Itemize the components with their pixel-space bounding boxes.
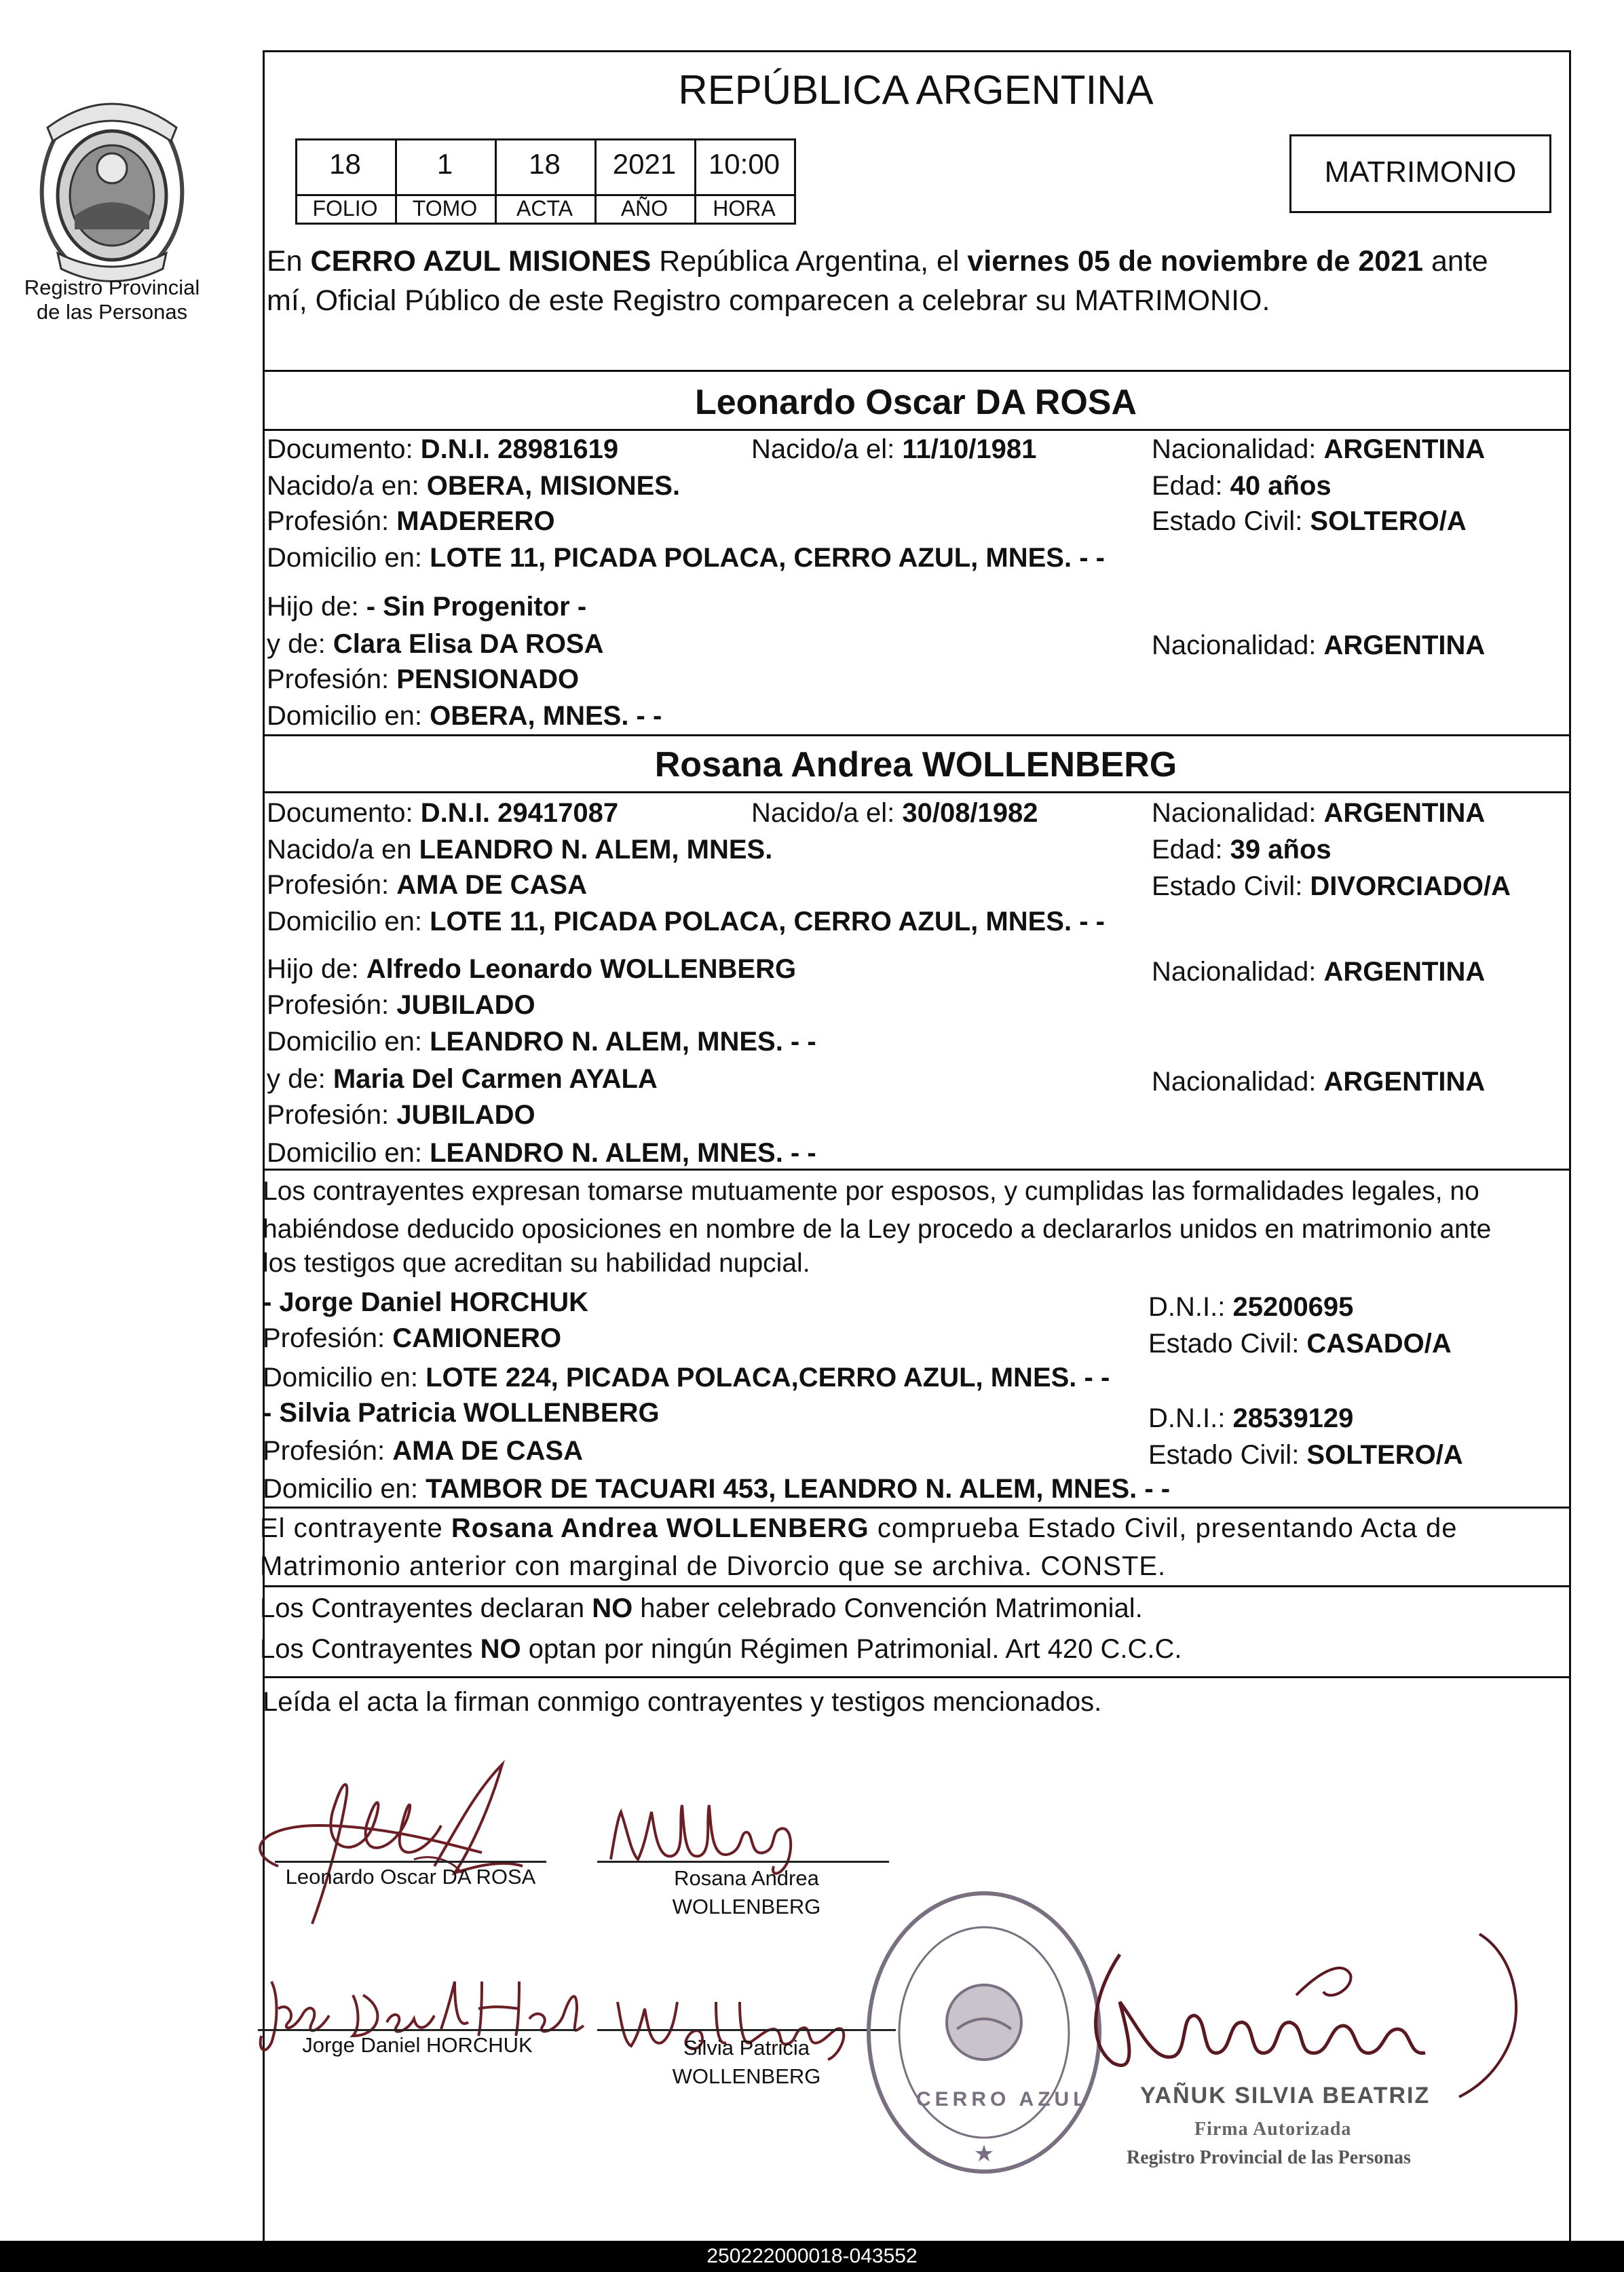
signature-name-3: Jorge Daniel HORCHUK	[302, 2033, 533, 2057]
divider	[263, 734, 1569, 736]
spouse1-civil-status: Estado Civil: SOLTERO/A	[1152, 506, 1467, 536]
signature-official	[1038, 1927, 1568, 2104]
divider	[263, 370, 1569, 372]
spouse2-parent1-address: Domicilio en: LEANDRO N. ALEM, MNES. - -	[267, 1027, 816, 1057]
regime-statement: Los Contrayentes NO optan por ningún Régimen Patrimonial. Art 420 C.C.C.	[260, 1634, 1182, 1664]
acta-value: 18	[529, 148, 561, 180]
closing-statement: Leída el acta la firman conmigo contrayentes y testigos mencionados.	[263, 1687, 1102, 1717]
spouse1-document: Documento: D.N.I. 28981619	[267, 434, 619, 464]
spouse1-parent1: Hijo de: - Sin Progenitor -	[267, 592, 587, 622]
divider	[263, 791, 1569, 793]
witness1-civil-status: Estado Civil: CASADO/A	[1148, 1329, 1452, 1359]
divider	[263, 1585, 1569, 1587]
province-seal-icon	[20, 87, 204, 290]
record-table	[295, 138, 794, 223]
spouse1-parent2: y de: Clara Elisa DA ROSA	[267, 629, 604, 659]
signature-name-2-line1: Rosana Andrea	[674, 1866, 819, 1890]
spouse1-age: Edad: 40 años	[1152, 471, 1332, 501]
official-name: YAÑUK SILVIA BEATRIZ	[1140, 2083, 1431, 2108]
signature-name-1: Leonardo Oscar DA ROSA	[285, 1865, 536, 1889]
declaration-line1: Los contrayentes expresan tomarse mutuamente por esposos, y cumplidas las formalidades legales, no	[263, 1177, 1479, 1206]
folio-value: 18	[329, 148, 361, 180]
official-organization: Registro Provincial de las Personas	[1127, 2147, 1411, 2168]
divider	[263, 1507, 1569, 1509]
spouse2-birth-place: Nacido/a en LEANDRO N. ALEM, MNES.	[267, 835, 773, 865]
signature-name-2-line2: WOLLENBERG	[672, 1895, 821, 1918]
hora-label: HORA	[713, 196, 776, 221]
witness1-profession: Profesión: CAMIONERO	[263, 1323, 562, 1353]
spouse2-parent1-profession: Profesión: JUBILADO	[267, 990, 535, 1020]
registry-logo	[20, 87, 204, 331]
spouse2-birth-date: Nacido/a el: 30/08/1982	[751, 798, 1038, 828]
signature-name-4-line1: Silvia Patricia	[683, 2036, 810, 2060]
acta-label: ACTA	[516, 196, 573, 221]
folio-label: FOLIO	[312, 196, 378, 221]
spouse1-nationality: Nacionalidad: ARGENTINA	[1152, 434, 1486, 464]
spouse2-name: Rosana Andrea WOLLENBERG	[654, 745, 1177, 784]
witness2-name: - Silvia Patricia WOLLENBERG	[263, 1398, 660, 1428]
signature-name-4-line2: WOLLENBERG	[672, 2064, 821, 2088]
logo-caption-line1: Registro Provincial	[24, 276, 200, 299]
record-type: MATRIMONIO	[1324, 155, 1517, 189]
spouse2-profession: Profesión: AMA DE CASA	[267, 870, 587, 900]
spouse1-parent2-nationality: Nacionalidad: ARGENTINA	[1152, 630, 1486, 660]
declaration-line3: los testigos que acreditan su habilidad nupcial.	[263, 1249, 810, 1278]
witness2-civil-status: Estado Civil: SOLTERO/A	[1148, 1440, 1463, 1470]
spouse1-parent2-address: Domicilio en: OBERA, MNES. - -	[267, 701, 662, 731]
witness2-profession: Profesión: AMA DE CASA	[263, 1436, 583, 1466]
spouse2-age: Edad: 39 años	[1152, 835, 1332, 865]
spouse2-parent2: y de: Maria Del Carmen AYALA	[267, 1064, 658, 1094]
witness1-dni: D.N.I.: 25200695	[1148, 1292, 1354, 1322]
divider	[263, 1676, 1569, 1678]
civil-note-line1: El contrayente Rosana Andrea WOLLENBERG comprueba Estado Civil, presentando Acta de	[260, 1513, 1458, 1543]
divider	[263, 1169, 1569, 1171]
witness1-address: Domicilio en: LOTE 224, PICADA POLACA,CERRO AZUL, MNES. - -	[263, 1363, 1110, 1393]
spouse2-parent1: Hijo de: Alfredo Leonardo WOLLENBERG	[267, 954, 797, 984]
page-title: REPÚBLICA ARGENTINA	[678, 67, 1154, 113]
spouse2-document: Documento: D.N.I. 29417087	[267, 798, 619, 828]
signature-line	[275, 1861, 546, 1863]
witness2-address: Domicilio en: TAMBOR DE TACUARI 453, LEANDRO N. ALEM, MNES. - -	[263, 1474, 1171, 1504]
spouse1-birth-place: Nacido/a en: OBERA, MISIONES.	[267, 471, 681, 501]
ano-value: 2021	[612, 148, 677, 180]
hora-value: 10:00	[708, 148, 780, 180]
intro-line1: En CERRO AZUL MISIONES República Argentina, el viernes 05 de noviembre de 2021 ante	[267, 245, 1488, 278]
witness2-dni: D.N.I.: 28539129	[1148, 1403, 1354, 1433]
spouse2-parent2-nationality: Nacionalidad: ARGENTINA	[1152, 1067, 1486, 1097]
logo-caption-line2: de las Personas	[36, 300, 188, 324]
ano-label: AÑO	[620, 196, 668, 221]
signature-line	[597, 2029, 896, 2031]
spouse2-parent2-address: Domicilio en: LEANDRO N. ALEM, MNES. - -	[267, 1138, 816, 1168]
spouse2-address: Domicilio en: LOTE 11, PICADA POLACA, CERRO AZUL, MNES. - -	[267, 907, 1105, 936]
spouse1-birth-date: Nacido/a el: 11/10/1981	[751, 434, 1037, 464]
convention-statement: Los Contrayentes declaran NO haber celebrado Convención Matrimonial.	[260, 1593, 1143, 1623]
signature-leonardo	[231, 1751, 556, 1934]
spouse1-name: Leonardo Oscar DA ROSA	[694, 383, 1137, 422]
divider	[263, 429, 1569, 431]
signature-line	[597, 1861, 889, 1863]
tomo-value: 1	[436, 148, 453, 180]
witness1-name: - Jorge Daniel HORCHUK	[263, 1287, 589, 1317]
spouse2-civil-status: Estado Civil: DIVORCIADO/A	[1152, 871, 1511, 901]
intro-line2: mí, Oficial Público de este Registro comparecen a celebrar su MATRIMONIO.	[267, 284, 1270, 317]
stamp-center-text: CERRO AZUL	[916, 2088, 1090, 2110]
spouse2-parent1-nationality: Nacionalidad: ARGENTINA	[1152, 957, 1486, 987]
document-code-bar: 250222000018-043552	[0, 2241, 1624, 2272]
spouse1-profession: Profesión: MADERERO	[267, 506, 555, 536]
declaration-line2: habiéndose deducido oposiciones en nombre de la Ley procedo a declararlos unidos en matrimonio ante	[263, 1215, 1492, 1244]
signature-line	[258, 2029, 577, 2031]
svg-text:★: ★	[973, 2140, 995, 2167]
spouse2-parent2-profession: Profesión: JUBILADO	[267, 1100, 535, 1130]
spouse1-address: Domicilio en: LOTE 11, PICADA POLACA, CERRO AZUL, MNES. - -	[267, 543, 1105, 573]
spouse1-parent2-profession: Profesión: PENSIONADO	[267, 664, 580, 694]
spouse2-nationality: Nacionalidad: ARGENTINA	[1152, 798, 1486, 828]
tomo-label: TOMO	[412, 196, 478, 221]
civil-note-line2: Matrimonio anterior con marginal de Divorcio que se archiva. CONSTE.	[260, 1551, 1167, 1581]
official-title: Firma Autorizada	[1194, 2119, 1352, 2140]
